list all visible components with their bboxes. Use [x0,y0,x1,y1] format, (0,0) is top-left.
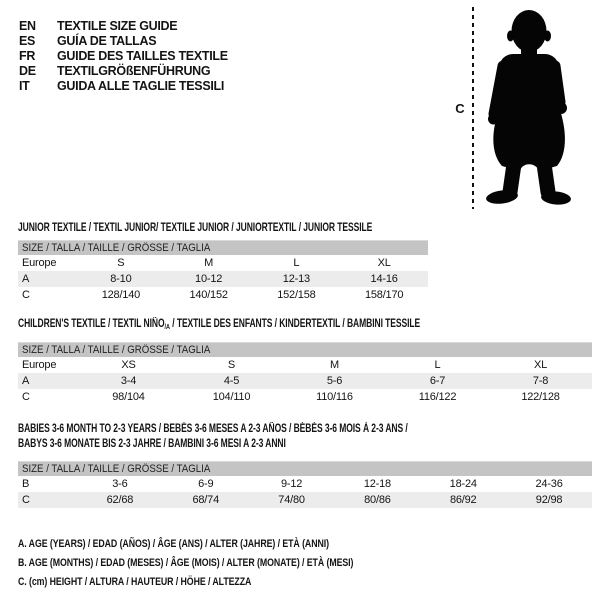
table-row-height [18,492,592,508]
children-title-pre: CHILDREN'S TEXTILE / TEXTIL NIÑO [18,318,165,330]
language-title-block [19,19,228,94]
table-row-height [18,287,428,303]
age-cell: 3-4 [120,375,137,387]
babies-section-title [18,422,595,452]
height-cell: 62/68 [106,494,134,506]
language-code: ES [19,34,36,48]
size-header-label: SIZE / TALLA / TAILLE / GRÖSSE / TAGLIA [22,463,211,475]
row-label: C [22,391,30,403]
height-figure [448,0,598,215]
size-header-bar [18,240,428,255]
babies-title-line2: BABYS 3-6 MONATE BIS 2-3 JAHRE / BAMBINI 3-6 MESI A 2-3 ANNI [18,438,286,450]
row-label: Europe [22,359,57,371]
note-height-cm: C. (cm) HEIGHT / ALTURA / HAUTEUR / HÖHE / ALTEZZA [18,576,252,588]
months-cell: 6-9 [198,478,214,490]
size-cell: S [117,257,125,269]
children-section-title [18,317,595,334]
age-cell: 12-13 [282,273,310,285]
note-age-years: A. AGE (YEARS) / EDAD (AÑOS) / ÂGE (ANS) / ALTER (JAHRE) / ETÀ (ANNI) [18,538,329,550]
row-label: B [22,478,30,490]
guide-title-de: TEXTILGRÖßENFÜHRUNG [57,64,211,78]
months-cell: 18-24 [449,478,477,490]
legend-notes [18,535,600,592]
language-row-fr [19,49,228,64]
size-cell: XS [121,359,136,371]
height-cell: 92/98 [535,494,563,506]
children-size-table [18,342,592,405]
language-row-de [19,64,228,79]
size-cell: L [293,257,300,269]
height-cell: 158/170 [364,289,404,301]
babies-title-line1: BABIES 3-6 MONTH TO 2-3 YEARS / BEBÉS 3-6 MESES A 2-3 AÑOS / BÉBÉS 3-6 MOIS À 2-3 ANS / [18,423,408,435]
babies-size-table [18,461,592,508]
size-header-bar [18,342,592,357]
age-cell: 14-16 [370,273,398,285]
table-row-height [18,389,592,405]
size-cell: M [330,359,339,371]
language-code: EN [19,19,36,33]
children-title-subscript: /A [164,322,170,331]
size-header-bar [18,461,592,476]
language-row-it [19,79,228,94]
height-marker-label: C [455,101,465,116]
table-row-age [18,373,592,389]
months-cell: 3-6 [112,478,128,490]
months-cell: 9-12 [280,478,303,490]
size-cell: XL [533,359,548,371]
height-dashed-line [472,7,474,209]
height-cell: 74/80 [278,494,305,506]
months-cell: 24-36 [535,478,563,490]
guide-title-fr: GUIDE DES TAILLES TEXTILE [57,49,228,63]
height-cell: 116/122 [418,391,457,403]
row-label: Europe [22,257,57,269]
note-age-months: B. AGE (MONTHS) / EDAD (MESES) / ÂGE (MOIS) / ALTER (MONATE) / ETÀ (MESI) [18,557,354,569]
age-cell: 8-10 [110,273,132,285]
height-cell: 152/158 [277,289,316,301]
table-row-europe [18,255,428,271]
size-cell: L [434,359,441,371]
junior-size-table [18,240,428,303]
height-cell: 110/116 [316,391,353,403]
junior-section-title: JUNIOR TEXTILE / TEXTIL JUNIOR/ TEXTILE JUNIOR / JUNIORTEXTIL / JUNIOR TESSILE [18,222,373,234]
age-cell: 6-7 [429,375,446,387]
guide-title-en: TEXTILE SIZE GUIDE [57,19,178,33]
row-label: C [22,289,30,301]
height-cell: 80/86 [364,494,391,506]
size-cell: XL [377,257,391,269]
guide-title-it: GUIDA ALLE TAGLIE TESSILI [57,79,225,93]
language-code: IT [19,79,30,93]
guide-title-es: GUÍA DE TALLAS [57,34,157,48]
table-row-months [18,476,592,492]
language-code: DE [19,64,36,78]
age-cell: 5-6 [326,375,343,387]
baby-silhouette-icon [481,4,577,208]
age-cell: 7-8 [532,375,549,387]
months-cell: 12-18 [363,478,391,490]
size-cell: S [227,359,236,371]
height-cell: 86/92 [449,494,477,506]
children-title-post: / TEXTILE DES ENFANTS / KINDERTEXTIL / BAMBINI TESSILE [169,318,421,330]
height-cell: 104/110 [212,391,251,403]
language-row-es [19,34,228,49]
size-cell: M [204,257,214,269]
age-cell: 10-12 [195,273,223,285]
language-code: FR [19,49,36,63]
table-row-age [18,271,428,287]
size-header-label: SIZE / TALLA / TAILLE / GRÖSSE / TAGLIA [22,344,211,356]
height-cell: 140/152 [189,289,228,301]
height-cell: 128/140 [101,289,141,301]
row-label: A [22,273,30,285]
language-row-en [19,19,228,34]
size-header-label: SIZE / TALLA / TAILLE / GRÖSSE / TAGLIA [22,242,211,254]
height-cell: 98/104 [112,391,145,403]
height-cell: 122/128 [521,391,560,403]
table-row-europe [18,357,592,373]
height-cell: 68/74 [192,494,219,506]
row-label: C [22,494,30,506]
age-cell: 4-5 [223,375,240,387]
row-label: A [22,375,30,387]
